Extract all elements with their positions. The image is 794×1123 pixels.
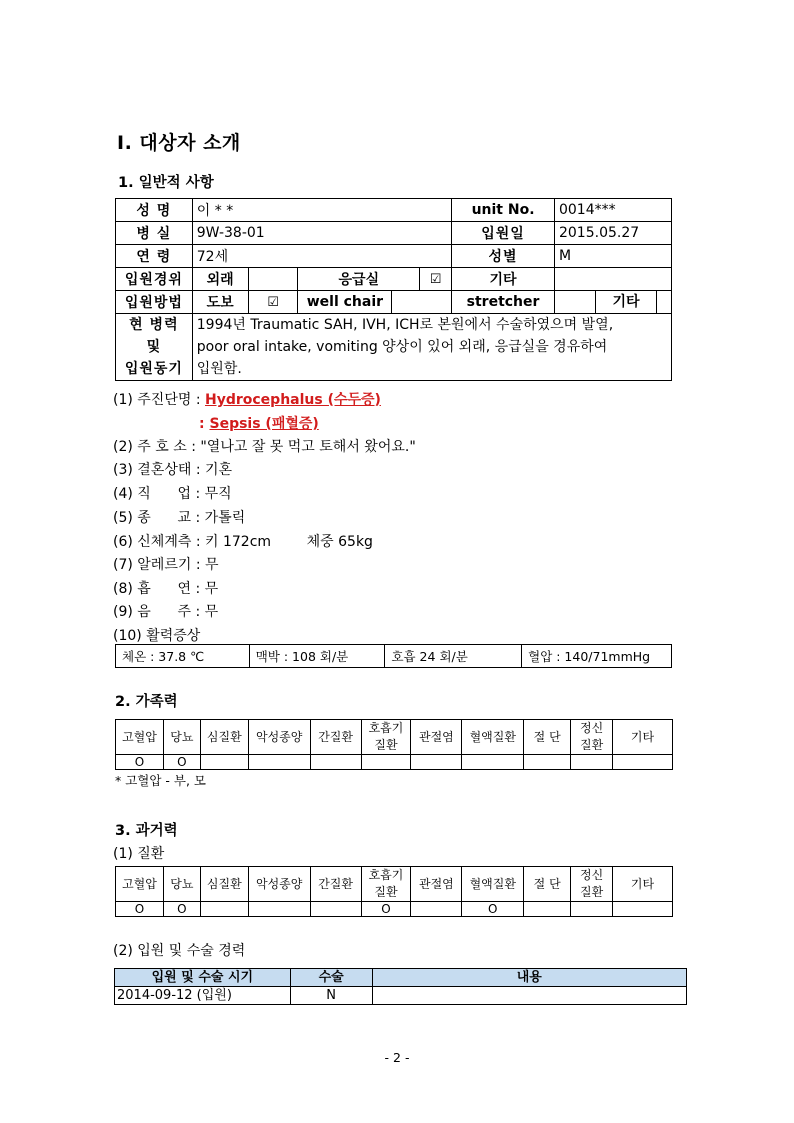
past-value-3 bbox=[248, 902, 310, 917]
family-value-0: O bbox=[116, 755, 164, 770]
vital-respiration: 호흡 24 회/분 bbox=[385, 645, 522, 668]
vital-pulse: 맥박 : 108 회/분 bbox=[249, 645, 385, 668]
family-value-8 bbox=[524, 755, 571, 770]
route-other-box bbox=[554, 268, 671, 291]
diagnosis-label: (1) 주진단명 : bbox=[113, 392, 201, 408]
admission-history-label: (2) 입원 및 수술 경력 bbox=[113, 943, 246, 959]
past-value-7: O bbox=[462, 902, 524, 917]
family-history-note: * 고혈압 - 부, 모 bbox=[115, 773, 207, 788]
subsection-general: 1. 일반적 사항 bbox=[118, 175, 214, 191]
past-header-3: 악성종양 bbox=[248, 867, 310, 902]
hpi-line3: 입원함. bbox=[196, 361, 242, 377]
past-value-10 bbox=[613, 902, 673, 917]
allergy: (7) 알레르기 : 무 bbox=[113, 557, 219, 573]
hpi-text bbox=[192, 314, 671, 381]
ward-label: 병 실 bbox=[116, 222, 193, 245]
hpi-label-line1: 현 병력 bbox=[129, 317, 179, 333]
past-header-10: 기타 bbox=[613, 867, 673, 902]
route-outpatient: 외래 bbox=[192, 268, 248, 291]
past-header-8: 절 단 bbox=[524, 867, 571, 902]
past-value-6 bbox=[411, 902, 462, 917]
past-value-9 bbox=[571, 902, 613, 917]
sex-label: 성별 bbox=[452, 245, 555, 268]
past-header-7: 혈액질환 bbox=[462, 867, 524, 902]
family-value-10 bbox=[613, 755, 673, 770]
name-value: 이 * * bbox=[192, 199, 451, 222]
past-history-title: 3. 과거력 bbox=[115, 823, 178, 839]
vital-blood-pressure: 혈압 : 140/71mmHg bbox=[522, 645, 672, 668]
family-header-3: 악성종양 bbox=[248, 720, 310, 755]
route-other: 기타 bbox=[452, 268, 555, 291]
past-value-2 bbox=[200, 902, 248, 917]
past-value-5: O bbox=[361, 902, 411, 917]
adm-row-period: 2014-09-12 (입원) bbox=[115, 987, 291, 1005]
vital-temperature: 체온 : 37.8 ℃ bbox=[116, 645, 250, 668]
family-value-4 bbox=[310, 755, 361, 770]
past-value-8 bbox=[524, 902, 571, 917]
diagnosis-prefix: : bbox=[199, 416, 210, 432]
past-value-4 bbox=[310, 902, 361, 917]
family-value-7 bbox=[462, 755, 524, 770]
smoking: (8) 흡 연 : 무 bbox=[113, 581, 219, 597]
family-history-table bbox=[115, 719, 673, 770]
method-other: 기타 bbox=[596, 291, 657, 313]
admit-label: 입원일 bbox=[452, 222, 555, 245]
past-header-6: 관절염 bbox=[411, 867, 462, 902]
family-history-title: 2. 가족력 bbox=[115, 694, 178, 710]
drinking: (9) 음 주 : 무 bbox=[113, 604, 219, 620]
family-header-1: 당뇨 bbox=[163, 720, 200, 755]
unit-value: 0014*** bbox=[554, 199, 671, 222]
route-label: 입원경위 bbox=[116, 268, 193, 291]
route-emergency: 응급실 bbox=[298, 268, 420, 291]
family-value-1: O bbox=[163, 755, 200, 770]
route-emergency-checkbox: ☑ bbox=[420, 268, 452, 291]
family-header-9: 정신 질환 bbox=[571, 720, 613, 755]
method-other-box bbox=[657, 291, 671, 313]
occupation: (4) 직 업 : 무직 bbox=[113, 486, 232, 502]
unit-label: unit No. bbox=[452, 199, 555, 222]
hpi-label-line2: 및 bbox=[146, 339, 162, 355]
method-wheelchair: well chair bbox=[298, 291, 392, 314]
general-info-table bbox=[115, 198, 672, 381]
chief-complaint: (2) 주 호 소 : "열나고 잘 못 먹고 토해서 왔어요." bbox=[113, 439, 416, 455]
family-header-8: 절 단 bbox=[524, 720, 571, 755]
admit-value: 2015.05.27 bbox=[554, 222, 671, 245]
family-header-2: 심질환 bbox=[200, 720, 248, 755]
method-wheelchair-box bbox=[392, 291, 452, 314]
adm-header-surgery: 수술 bbox=[290, 969, 372, 987]
family-header-6: 관절염 bbox=[411, 720, 462, 755]
method-stretcher-box bbox=[555, 291, 596, 313]
ward-value: 9W-38-01 bbox=[192, 222, 451, 245]
past-disease-label: (1) 질환 bbox=[113, 846, 165, 862]
hpi-label-line3: 입원동기 bbox=[124, 361, 183, 377]
family-header-5: 호흡기 질환 bbox=[361, 720, 411, 755]
method-walk: 도보 bbox=[192, 291, 248, 314]
family-header-10: 기타 bbox=[613, 720, 673, 755]
body-measurements: (6) 신체계측 : 키 172cm 체중 65kg bbox=[113, 534, 373, 550]
admission-history-table bbox=[114, 968, 687, 1005]
religion: (5) 종 교 : 가톨릭 bbox=[113, 510, 246, 526]
past-header-1: 당뇨 bbox=[163, 867, 200, 902]
age-value: 72세 bbox=[192, 245, 451, 268]
route-outpatient-box bbox=[248, 268, 298, 291]
family-value-2 bbox=[200, 755, 248, 770]
past-value-1: O bbox=[163, 902, 200, 917]
diagnosis-primary: Hydrocephalus (수두증) bbox=[205, 392, 381, 408]
hpi-line2: poor oral intake, vomiting 양상이 있어 외래, 응급실을 경유하여 bbox=[196, 339, 608, 355]
vital-signs-table bbox=[115, 644, 672, 668]
family-header-4: 간질환 bbox=[310, 720, 361, 755]
sex-value: M bbox=[554, 245, 671, 268]
age-label: 연 령 bbox=[116, 245, 193, 268]
diagnosis-secondary: Sepsis (패혈증) bbox=[209, 416, 319, 432]
past-header-2: 심질환 bbox=[200, 867, 248, 902]
section-title: Ⅰ. 대상자 소개 bbox=[117, 132, 241, 154]
family-value-9 bbox=[571, 755, 613, 770]
past-history-table bbox=[115, 866, 673, 917]
marital-status: (3) 결혼상태 : 기혼 bbox=[113, 462, 233, 478]
hpi-label bbox=[116, 314, 193, 381]
past-header-9: 정신 질환 bbox=[571, 867, 613, 902]
method-stretcher: stretcher bbox=[452, 291, 555, 314]
family-value-6 bbox=[411, 755, 462, 770]
past-header-0: 고혈압 bbox=[116, 867, 164, 902]
method-walk-checkbox: ☑ bbox=[248, 291, 298, 314]
family-header-7: 혈액질환 bbox=[462, 720, 524, 755]
vital-signs-label: (10) 활력증상 bbox=[113, 628, 201, 644]
adm-header-period: 입원 및 수술 시기 bbox=[115, 969, 291, 987]
adm-header-content: 내용 bbox=[372, 969, 686, 987]
adm-row-content bbox=[372, 987, 686, 1005]
past-header-5: 호흡기 질환 bbox=[361, 867, 411, 902]
method-label: 입원방법 bbox=[116, 291, 193, 314]
family-header-0: 고혈압 bbox=[116, 720, 164, 755]
past-value-0: O bbox=[116, 902, 164, 917]
adm-row-surgery: N bbox=[290, 987, 372, 1005]
diagnosis-line2 bbox=[199, 413, 319, 433]
past-header-4: 간질환 bbox=[310, 867, 361, 902]
diagnosis-line bbox=[113, 389, 381, 409]
family-value-5 bbox=[361, 755, 411, 770]
name-label: 성 명 bbox=[116, 199, 193, 222]
hpi-line1: 1994년 Traumatic SAH, IVH, ICH로 본원에서 수술하였으며 발열, bbox=[196, 317, 614, 333]
page-number: - 2 - bbox=[384, 1050, 410, 1065]
family-value-3 bbox=[248, 755, 310, 770]
